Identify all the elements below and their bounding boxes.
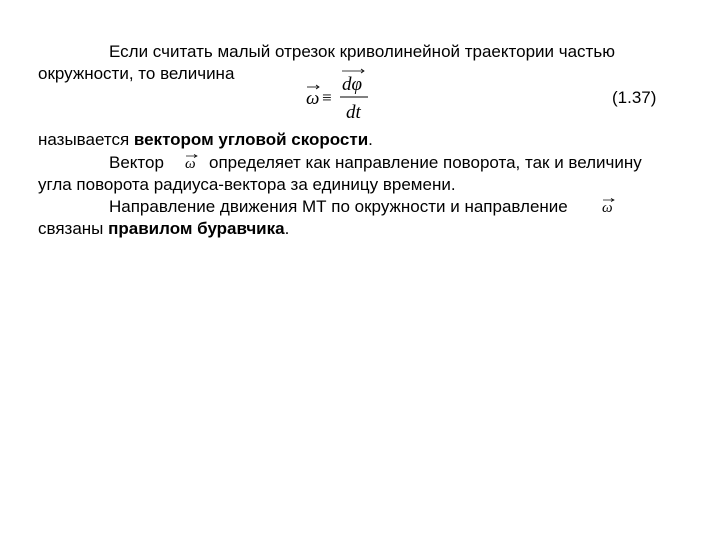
omega-lhs: ω <box>306 88 320 109</box>
angular-velocity-formula <box>302 66 382 132</box>
omega-inline-1-graphic <box>184 150 206 172</box>
equation-number: (1.37) <box>612 88 657 107</box>
numerator: dφ <box>342 74 363 95</box>
formula-graphic <box>302 66 382 132</box>
paragraph4-line2 <box>38 219 289 239</box>
paragraph3-line2: угла поворота радиуса-вектора за единицу времени. <box>38 175 456 194</box>
omega-inline-1 <box>184 150 206 172</box>
paragraph4-line1: Направление движения МТ по окружности и направление <box>109 197 568 216</box>
omega-inline-2 <box>601 194 623 216</box>
paragraph2-suffix: . <box>368 130 373 149</box>
angular-velocity-term: вектором угловой скорости <box>133 130 369 149</box>
paragraph3-rest-line1: определяет как направление поворота, так и величину <box>209 153 642 172</box>
paragraph2-prefix: называется <box>38 130 134 149</box>
paragraph2-line <box>38 130 373 150</box>
omega-inline-2-graphic <box>601 194 623 216</box>
paragraph3-word-vector: Вектор <box>109 153 164 172</box>
paragraph1-line2: окружности, то величина <box>38 64 235 83</box>
omega-symbol-1: ω <box>185 156 196 172</box>
equiv-sign: ≡ <box>322 88 332 107</box>
paragraph4-prefix: связаны <box>38 219 109 238</box>
paragraph4-suffix: . <box>284 219 290 238</box>
paragraph1-line1: Если считать малый отрезок криволинейной траектории частью <box>109 42 615 61</box>
denominator: dt <box>346 102 361 123</box>
omega-symbol-2: ω <box>602 200 613 216</box>
gimlet-rule-term: правилом буравчика <box>108 219 285 238</box>
